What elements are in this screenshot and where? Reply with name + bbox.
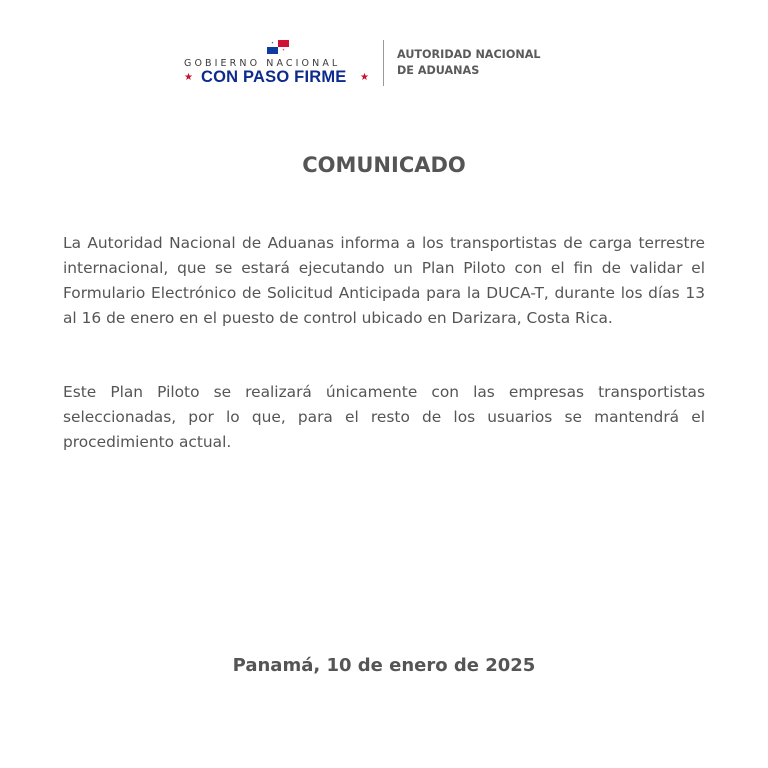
agency-name-line1: AUTORIDAD NACIONAL xyxy=(397,48,541,61)
body-paragraph-1: La Autoridad Nacional de Aduanas informa a los transportistas de carga terrestre internacional, que se estará ejecutando un Plan Piloto con el fin de validar el Formulario Electrónico de Solicitud Anticipada para la DUCA-T, durante los días 13 al 16 de enero en el puesto de control ubicado en Darizara, Costa Rica. xyxy=(63,234,705,327)
dateline: Panamá, 10 de enero de 2025 xyxy=(232,655,536,676)
panama-flag-icon xyxy=(267,40,289,54)
government-logo xyxy=(182,38,374,90)
agency-name-line2: DE ADUANAS xyxy=(397,64,480,77)
body-paragraph-2: Este Plan Piloto se realizará únicamente con las empresas transportistas seleccionadas, por lo que, para el resto de los usuarios se mantendrá el procedimiento actual. xyxy=(63,383,705,451)
star-icon: ★ xyxy=(360,72,369,83)
header-divider xyxy=(383,40,384,86)
government-motto: CON PASO FIRME xyxy=(201,68,347,86)
government-name: GOBIERNO NACIONAL xyxy=(184,58,341,69)
document-title: COMUNICADO xyxy=(302,153,466,177)
header xyxy=(182,38,562,90)
star-icon: ★ xyxy=(184,72,193,83)
agency-name xyxy=(397,47,541,79)
government-motto-row xyxy=(182,68,374,88)
